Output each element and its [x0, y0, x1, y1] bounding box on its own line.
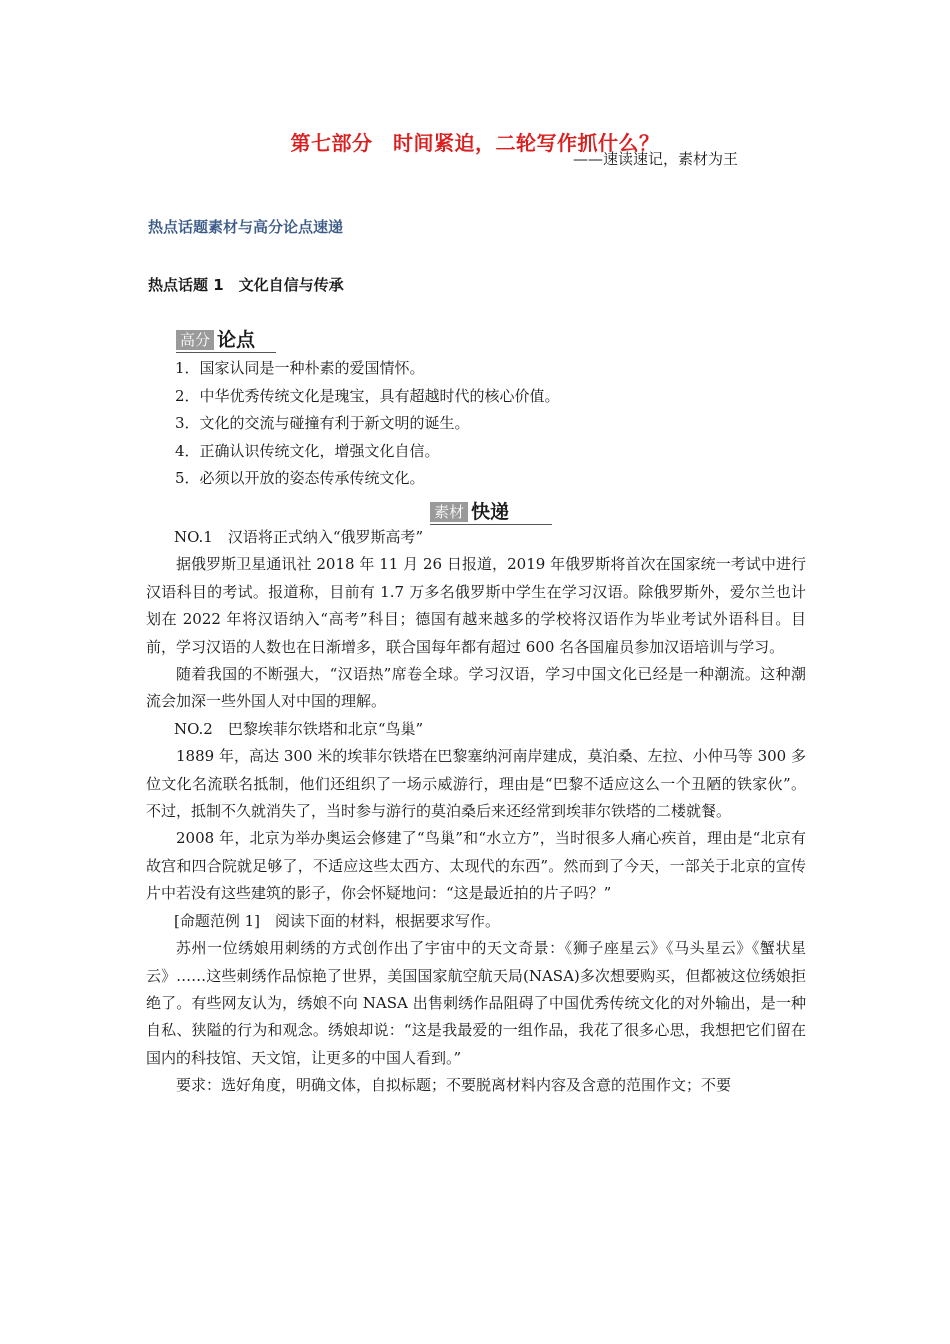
points-badge-text: 论点	[217, 329, 256, 351]
point-item: 5．必须以开放的姿态传承传统文化。	[175, 469, 425, 487]
material-title-no1: NO.1 汉语将正式纳入“俄罗斯高考”	[174, 528, 424, 546]
points-badge-underline	[176, 352, 276, 353]
material-paragraph: 据俄罗斯卫星通讯社 2018 年 11 月 26 日报道，2019 年俄罗斯将首次在国家统一考试中进行汉语科目的考试。报道称，目前有 1.7 万多名俄罗斯中学生在学习汉语。除俄罗斯外，爱尔兰也计划在 2022 年将汉语纳入“高考”科目；德国有越来越多的学校将汉语作为毕业考试外语科目。目前，学习汉语的人数也在日渐增多，联合国每年都有超过 600 名各国雇员参加汉语培训与学习。	[146, 555, 806, 656]
point-item: 4．正确认识传统文化，增强文化自信。	[175, 441, 440, 460]
points-list	[175, 355, 560, 493]
material-paragraph: 1889 年，高达 300 米的埃菲尔铁塔在巴黎塞纳河南岸建成，莫泊桑、左拉、小仲马等 300 多位文化名流联名抵制，他们还组织了一场示威游行，理由是“巴黎不适应这么一个丑陋的铁家伙”。不过，抵制不久就消失了，当时参与游行的莫泊桑后来还经常到埃菲尔铁塔的二楼就餐。	[146, 747, 806, 821]
points-badge-box: 高分	[176, 330, 214, 350]
requirement-paragraph: 要求：选好角度，明确文体，自拟标题；不要脱离材料内容及含意的范围作文；不要	[176, 1076, 732, 1095]
point-item: 3．文化的交流与碰撞有利于新文明的诞生。	[175, 414, 470, 432]
material-title-no2: NO.2 巴黎埃菲尔铁塔和北京“鸟巢”	[174, 719, 424, 738]
material-paragraph: 随着我国的不断强大，“汉语热”席卷全球。学习汉语，学习中国文化已经是一种潮流。这种潮流会加深一些外国人对中国的理解。	[146, 665, 806, 711]
material-paragraph: 2008 年，北京为举办奥运会修建了“鸟巢”和“水立方”，当时很多人痛心疾首，理由是“北京有故宫和四合院就足够了，不适应这些太西方、太现代的东西”。然而到了今天，一部关于北京的宣传片中若没有这些建筑的影子，你会怀疑地问：“这是最近拍的片子吗？”	[146, 829, 806, 903]
materials-badge	[430, 502, 509, 522]
materials-body	[146, 524, 806, 1100]
section-heading: 热点话题素材与高分论点速递	[148, 218, 344, 236]
materials-badge-box: 素材	[430, 502, 468, 522]
materials-badge-text: 快递	[471, 501, 510, 523]
topic-heading: 热点话题 1 文化自信与传承	[148, 276, 344, 294]
example-paragraph: 苏州一位绣娘用刺绣的方式创作出了宇宙中的天文奇景：《狮子座星云》《马头星云》《蟹状星云》……这些刺绣作品惊艳了世界，美国国家航空航天局(NASA)多次想要购买，但都被这位绣娘拒绝了。有些网友认为，绣娘不向 NASA 出售刺绣作品阻碍了中国优秀传统文化的对外输出，是一种自私、狭隘的行为和观念。绣娘却说：“这是我最爱的一组作品，我花了很多心思，我想把它们留在国内的科技馆、天文馆，让更多的中国人看到。”	[146, 939, 806, 1067]
point-item: 2．中华优秀传统文化是瑰宝，具有超越时代的核心价值。	[175, 386, 560, 405]
example-title: [命题范例 1] 阅读下面的材料，根据要求写作。	[174, 911, 501, 930]
page-title: 第七部分 时间紧迫，二轮写作抓什么？	[290, 131, 660, 155]
point-item: 1．国家认同是一种朴素的爱国情怀。	[175, 359, 425, 377]
page-subtitle: ——速读速记，素材为王	[572, 150, 738, 168]
points-badge	[176, 330, 255, 350]
